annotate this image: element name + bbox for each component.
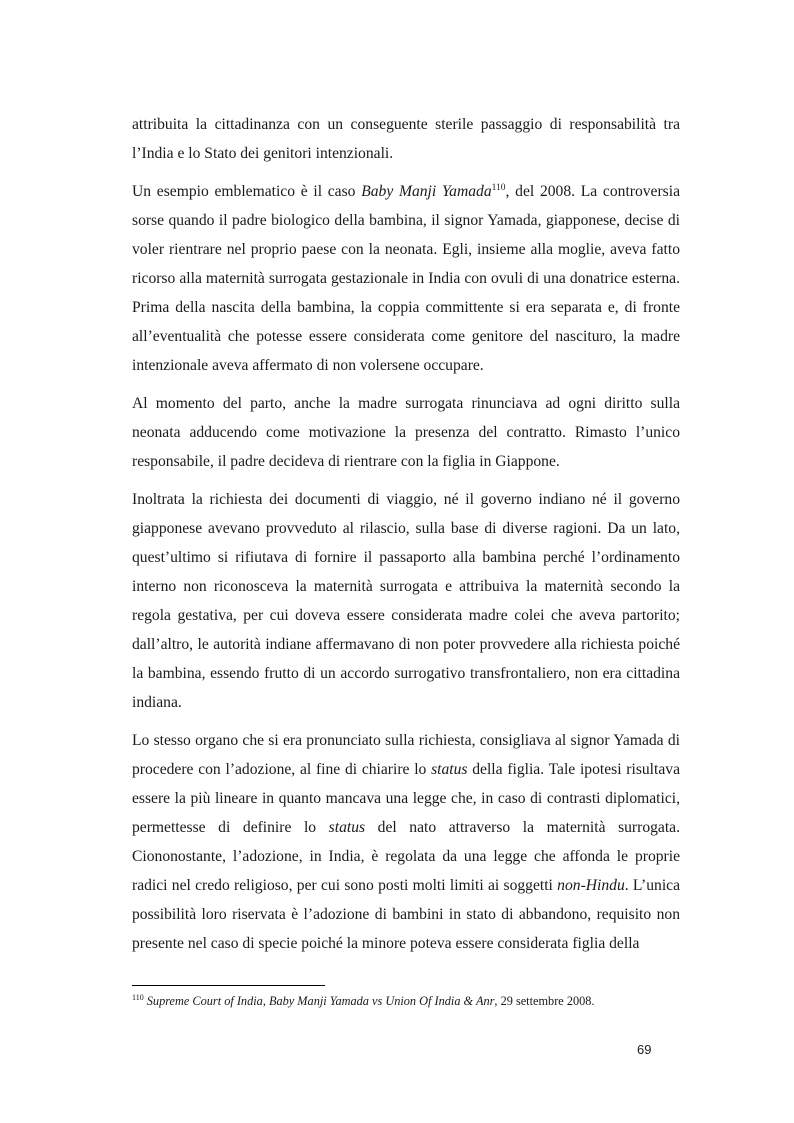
paragraph-text: della figlia. Tale ipotesi risultava essere la più lineare in quanto mancava una legge che, in caso di contrasti diplomatici, permettesse di definire lo [132,761,680,836]
paragraph-travel-documents [132,485,680,717]
footnote-reference[interactable]: 110 [491,182,506,193]
paragraph-text: Un esempio emblematico è il caso [132,183,362,200]
paragraph-text: . L’unica possibilità loro riservata è l’adozione di bambini in stato di abbandono, requisito non presente nel caso di specie poiché la minore poteva essere considerata figlia della [132,877,680,952]
paragraph-adoption [132,726,680,958]
footnote-case: Baby Manji Yamada vs Union Of India & Anr [268,994,495,1008]
paragraph-text: Lo stesso organo che si era pronunciato sulla richiesta, consigliava al signor Yamada di procedere con l’adozione, al fine di chiarire lo [132,732,680,778]
footnote-separator: , [262,994,269,1008]
paragraph-continuation [132,110,680,168]
footnote-divider [132,985,325,986]
paragraph-baby-manji [132,177,680,380]
paragraph-text: Inoltrata la richiesta dei documenti di viaggio, né il governo indiano né il governo giapponese avevano provveduto al rilascio, sulla base di diverse ragioni. Da un lato, quest’ultimo si rifiutava di fornire il passaporto alla bambina perché l’ordinamento interno non riconosceva la maternità surrogata e attribuiva la maternità secondo la regola gestativa, per cui doveva essere considerata madre colei che aveva partorito; dall’altro, le autorità indiane affermavano di non poter provvedere alla richiesta poiché la bambina, essendo frutto di un accordo surrogativo transfrontaliero, non era cittadina indiana. [132,491,680,711]
footnote-number: 110 [132,992,144,1002]
paragraph-text: , del 2008. La controversia sorse quando il padre biologico della bambina, il signor Yamada, giapponese, decise di voler rientrare nel proprio paese con la neonata. Egli, insieme alla moglie, aveva fatto ricorso alla maternità surrogata gestazionale in India con ovuli di una donatrice esterna. Prima della nascita della bambina, la coppia committente si era separata e, di fronte all’eventualità che potesse essere considerata come genitore del nascituro, la madre intenzionale aveva affermato di non volersene occupare. [132,183,680,374]
footnote [132,993,680,1009]
paragraph-text: attribuita la cittadinanza con un conseguente sterile passaggio di responsabilità tra l’India e lo Stato dei genitori intenzionali. [132,116,680,162]
footnote-date: , 29 settembre 2008. [494,994,595,1008]
paragraph-text: del nato attraverso la maternità surrogata. Ciononostante, l’adozione, in India, è regolata da una legge che affonda le proprie radici nel credo religioso, per cui sono posti molti limiti ai soggetti [132,819,680,894]
paragraph-text: Al momento del parto, anche la madre surrogata rinunciava ad ogni diritto sulla neonata adducendo come motivazione la presenza del contratto. Rimasto l’unico responsabile, il padre decideva di rientrare con la figlia in Giappone. [132,395,680,470]
page-number: 69 [637,1042,652,1057]
paragraph-birth [132,389,680,476]
non-hindu-italic: non-Hindu [557,877,625,894]
status-italic: status [328,819,366,836]
footnote-court: Supreme Court of India [146,994,263,1008]
case-name-italic: Baby Manji Yamada [361,183,492,200]
page-body [132,110,680,967]
status-italic: status [431,761,468,778]
